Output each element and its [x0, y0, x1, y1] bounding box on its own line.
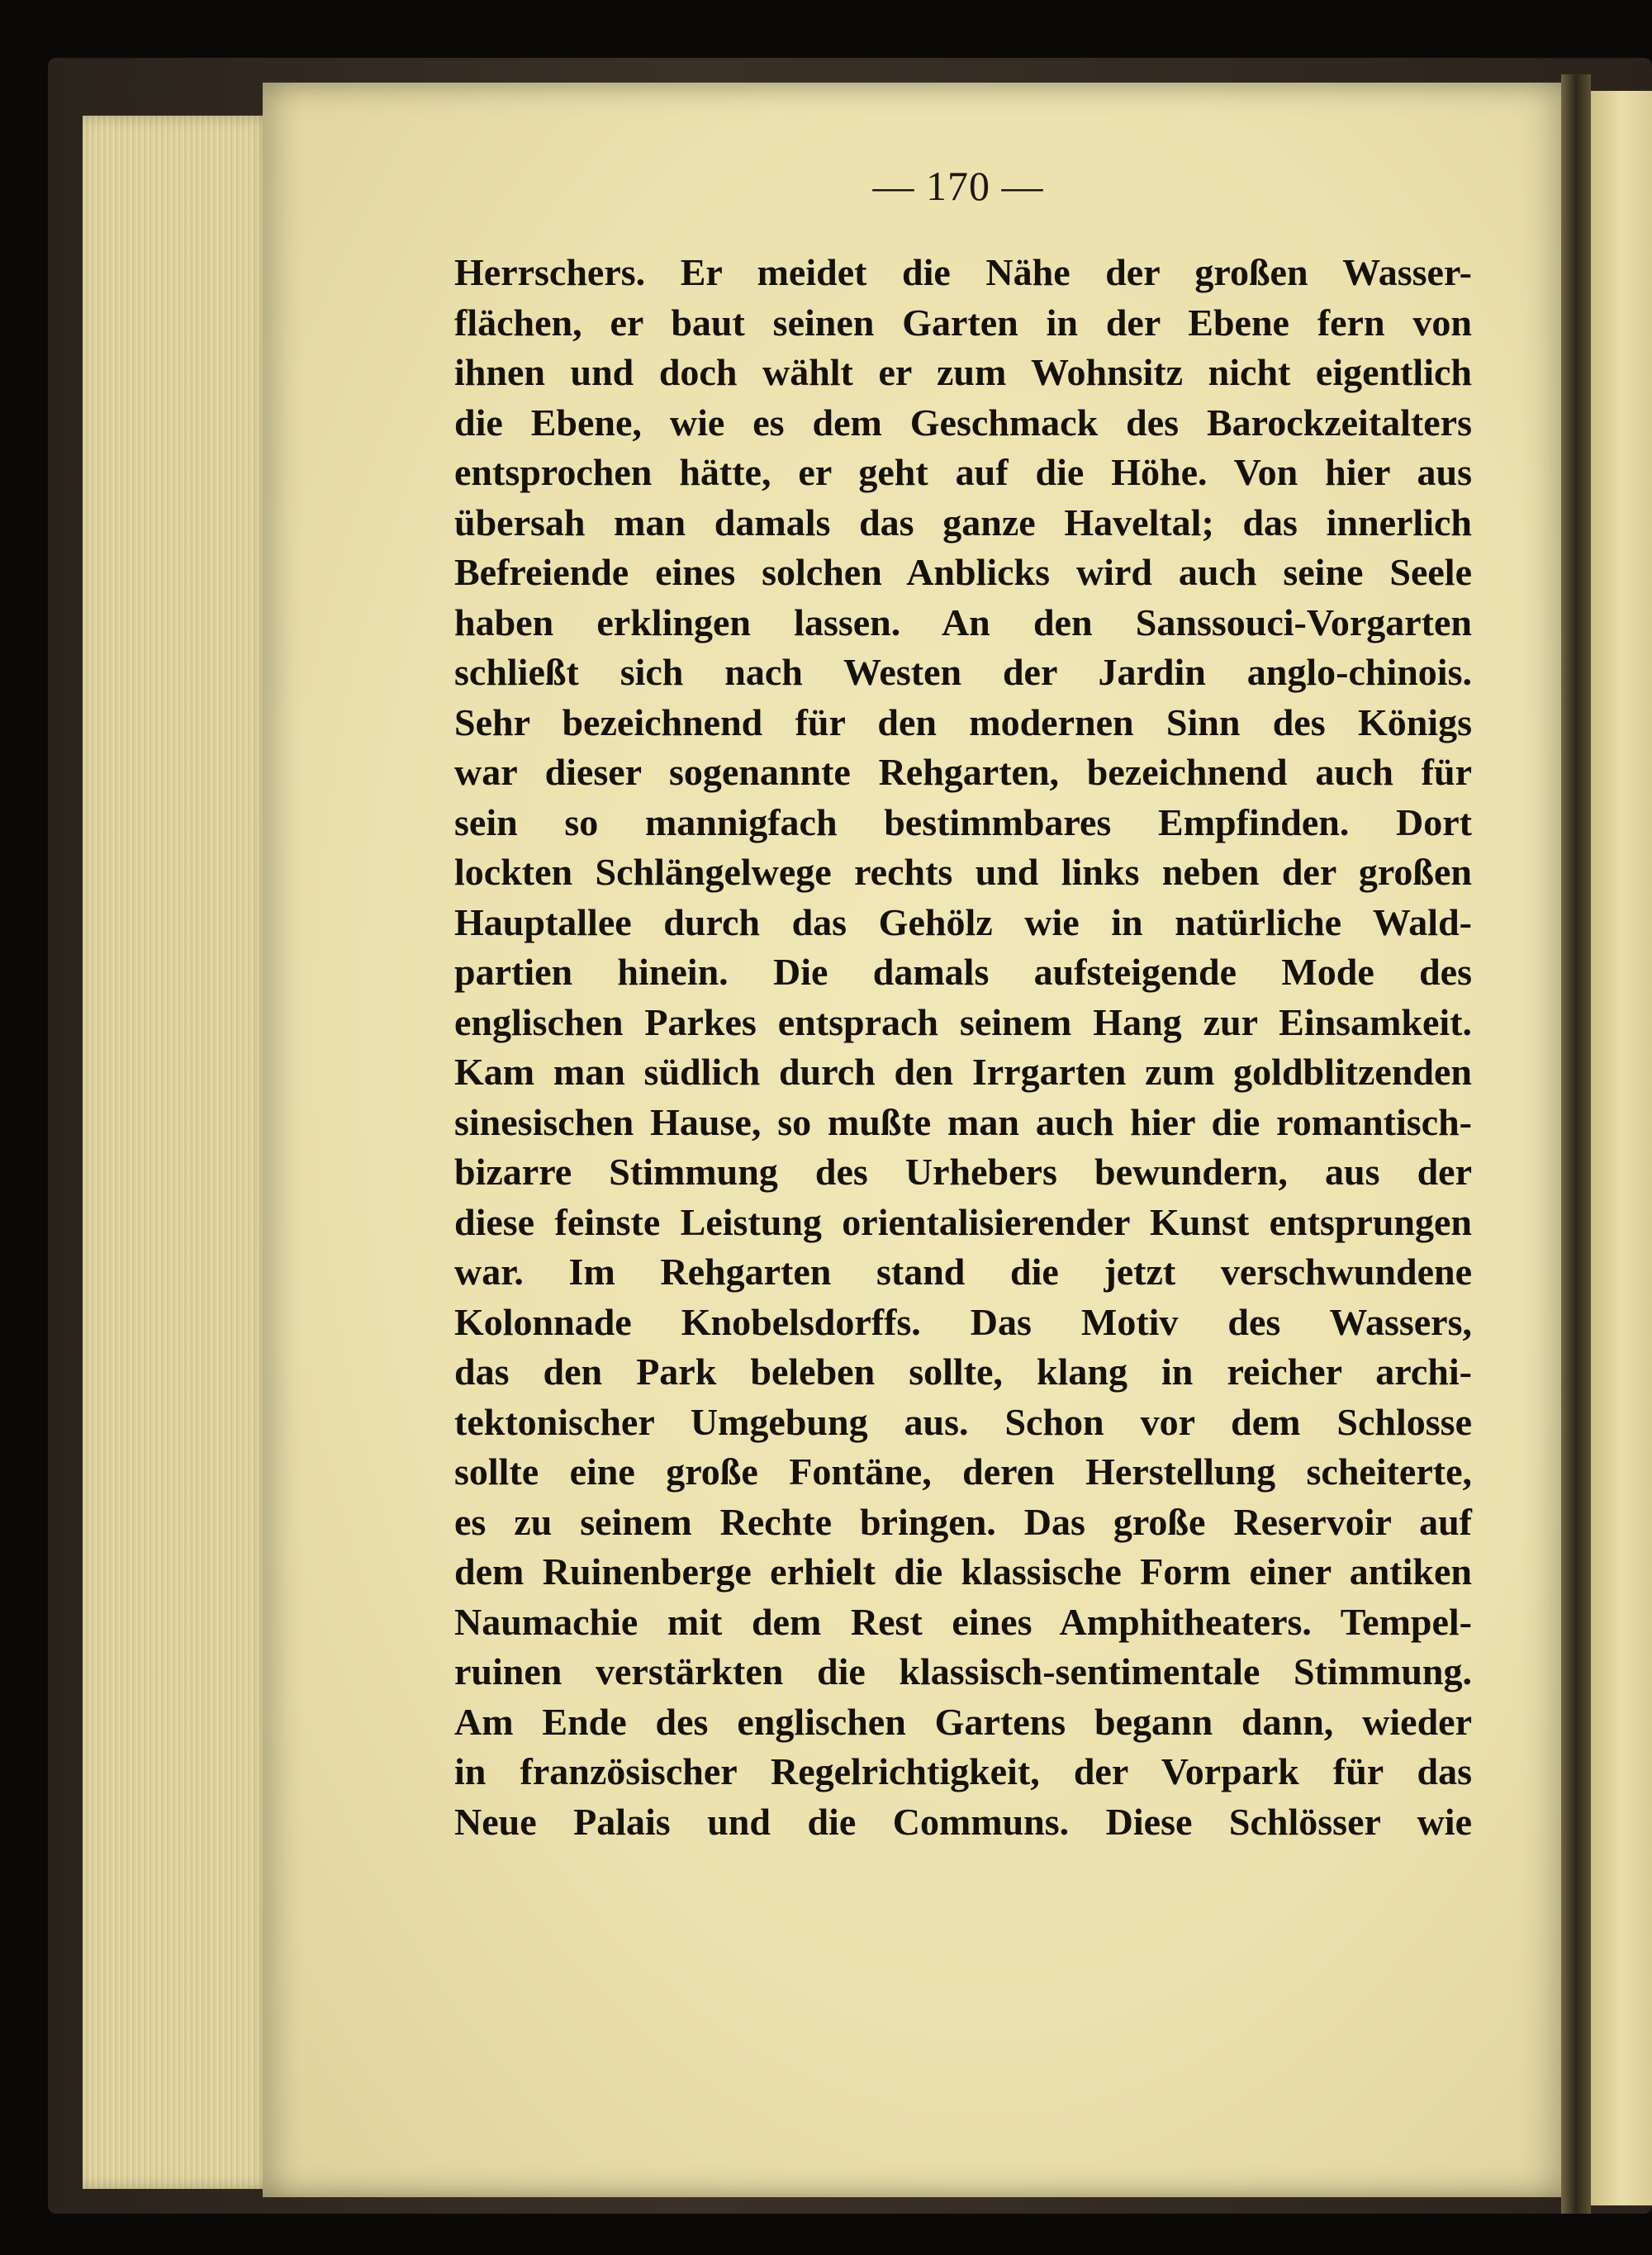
text-line: Neue Palais und die Communs. Diese Schlösser wie — [454, 1800, 1472, 1843]
text-line: Herrschers. Er meidet die Nähe der großen Wasser- — [454, 251, 1472, 293]
text-line: haben erklingen lassen. An den Sanssouci-Vorgarten — [454, 601, 1472, 643]
text-line: lockten Schlängelwege rechts und links neben der großen — [454, 851, 1472, 893]
text-line: sollte eine große Fontäne, deren Herstellung scheiterte, — [454, 1450, 1472, 1493]
text-line: bizarre Stimmung des Urhebers bewundern, aus der — [454, 1151, 1472, 1193]
text-line: übersah man damals das ganze Haveltal; das innerlich — [454, 501, 1472, 544]
page-number: — 170 — — [872, 163, 1044, 209]
text-line: Sehr bezeichnend für den modernen Sinn des Königs — [454, 700, 1472, 743]
text-line: war dieser sogenannte Rehgarten, bezeichnend auch für — [454, 751, 1472, 793]
text-line: ihnen und doch wählt er zum Wohnsitz nicht eigentlich — [454, 351, 1472, 393]
text-line: in französischer Regelrichtigkeit, der Vorpark für das — [454, 1750, 1472, 1792]
text-line: Naumachie mit dem Rest eines Amphitheaters. Tempel- — [454, 1600, 1472, 1643]
body-text — [454, 248, 1472, 1847]
text-line: entsprochen hätte, er geht auf die Höhe. Von hier aus — [454, 451, 1472, 493]
text-line: ruinen verstärkten die klassisch-sentimentale Stimmung. — [454, 1650, 1472, 1692]
text-line: die Ebene, wie es dem Geschmack des Barockzeitalters — [454, 401, 1472, 444]
text-line: Kam man südlich durch den Irrgarten zum goldblitzenden — [454, 1051, 1472, 1093]
text-line: war. Im Rehgarten stand die jetzt verschwundene — [454, 1251, 1472, 1293]
text-line: sein so mannigfach bestimmbares Empfinden. Dort — [454, 800, 1472, 843]
text-line: Hauptallee durch das Gehölz wie in natürliche Wald- — [454, 900, 1472, 943]
facing-page-edge — [1591, 91, 1652, 2205]
text-line: das den Park beleben sollte, klang in reicher archi- — [454, 1351, 1472, 1393]
text-line: sinesischen Hause, so mußte man auch hier die romantisch- — [454, 1100, 1472, 1143]
page-edges — [83, 116, 273, 2189]
book-gutter — [1561, 74, 1591, 2214]
text-line: tektonischer Umgebung aus. Schon vor dem Schlosse — [454, 1400, 1472, 1443]
text-line: Am Ende des englischen Gartens begann dann, wieder — [454, 1700, 1472, 1743]
text-line: Befreiende eines solchen Anblicks wird auch seine Seele — [454, 551, 1472, 593]
text-line: englischen Parkes entsprach seinem Hang zur Einsamkeit. — [454, 1000, 1472, 1043]
text-line: es zu seinem Rechte bringen. Das große Reservoir auf — [454, 1500, 1472, 1543]
text-line: flächen, er baut seinen Garten in der Ebene fern von — [454, 301, 1472, 344]
text-line: schließt sich nach Westen der Jardin anglo-chinois. — [454, 651, 1472, 693]
text-line: Kolonnade Knobelsdorffs. Das Motiv des Wassers, — [454, 1300, 1472, 1343]
text-line: partien hinein. Die damals aufsteigende Mode des — [454, 951, 1472, 993]
text-line: dem Ruinenberge erhielt die klassische Form einer antiken — [454, 1550, 1472, 1593]
text-line: diese feinste Leistung orientalisierender Kunst entsprungen — [454, 1200, 1472, 1243]
